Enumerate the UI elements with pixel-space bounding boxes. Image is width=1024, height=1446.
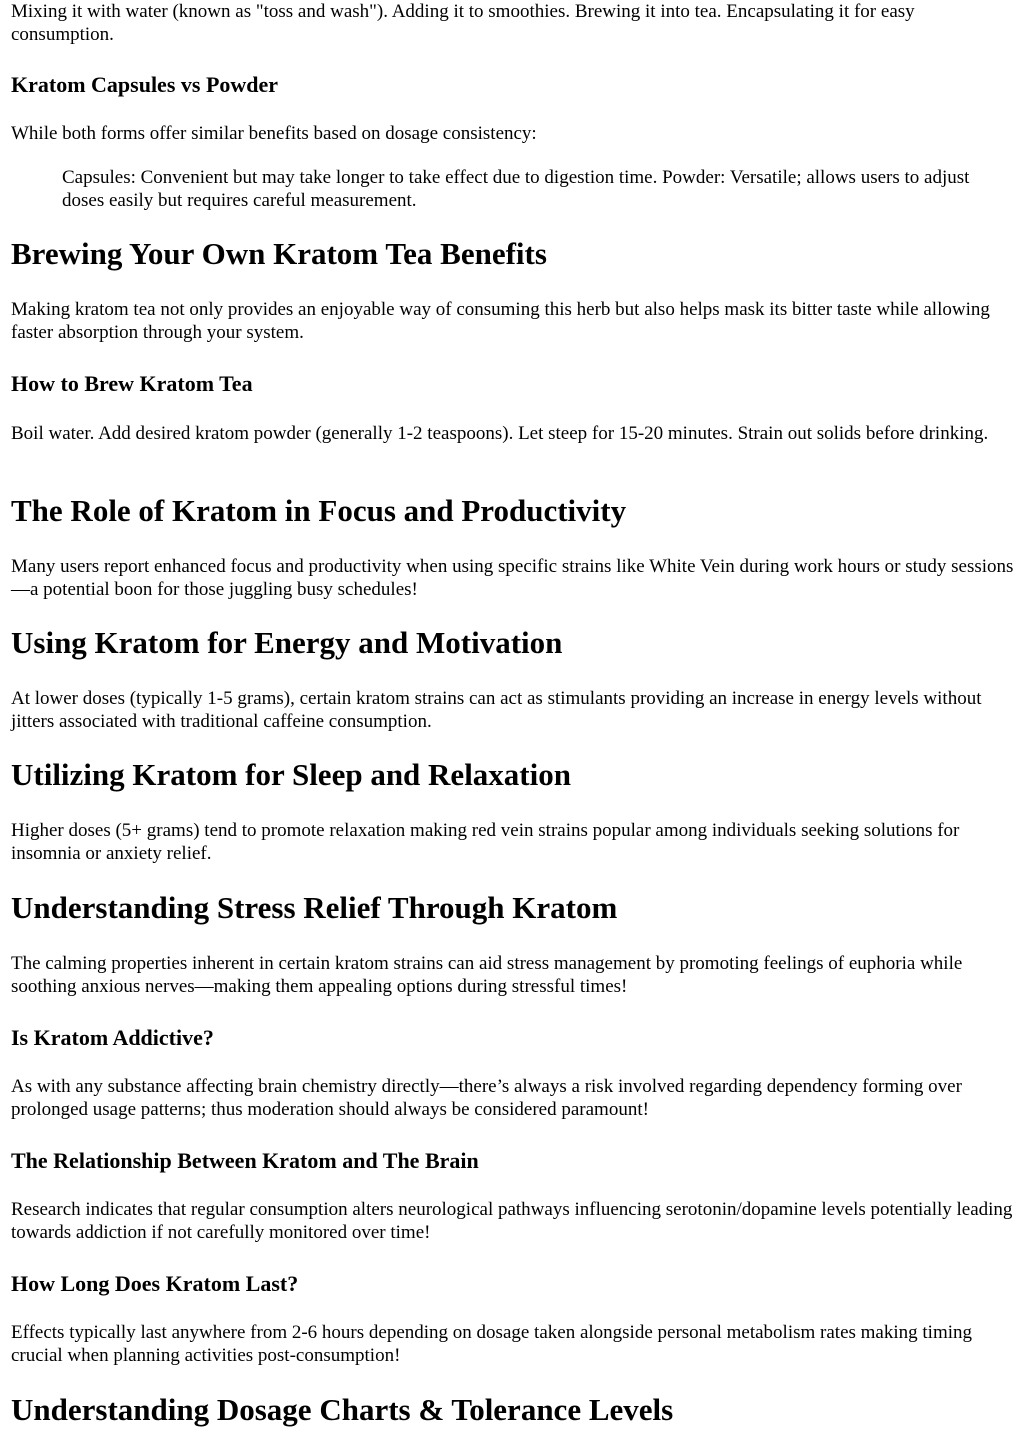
heading-energy-motivation: Using Kratom for Energy and Motivation — [11, 625, 563, 660]
heading-how-to-brew: How to Brew Kratom Tea — [11, 371, 253, 396]
heading-stress-relief: Understanding Stress Relief Through Kratom — [11, 890, 618, 925]
heading-is-addictive: Is Kratom Addictive? — [11, 1025, 214, 1050]
heading-kratom-and-brain: The Relationship Between Kratom and The Brain — [11, 1148, 479, 1173]
paragraph-focus-productivity: Many users report enhanced focus and productivity when using specific strains like White Vein during work hours or study sessions—a potential boon for those juggling busy schedules! — [11, 556, 1014, 600]
paragraph-kratom-and-brain: Research indicates that regular consumption alters neurological pathways influencing serotonin/dopamine levels potentially leading towards addiction if not carefully monitored over time! — [11, 1199, 1013, 1243]
paragraph-stress-relief: The calming properties inherent in certain kratom strains can aid stress management by promoting feelings of euphoria while soothing anxious nerves—making them appealing options during stressful times! — [11, 953, 963, 997]
paragraph-how-to-brew: Boil water. Add desired kratom powder (generally 1-2 teaspoons). Let steep for 15-20 minutes. Strain out solids before drinking. — [11, 423, 989, 444]
heading-dosage-charts: Understanding Dosage Charts & Tolerance Levels — [11, 1392, 674, 1427]
paragraph-energy-motivation: At lower doses (typically 1-5 grams), certain kratom strains can act as stimulants providing an increase in energy levels without jitters associated with traditional caffeine consumption. — [11, 688, 982, 732]
heading-sleep-relaxation: Utilizing Kratom for Sleep and Relaxation — [11, 757, 571, 792]
heading-capsules-vs-powder: Kratom Capsules vs Powder — [11, 72, 279, 97]
heading-brewing-tea-benefits: Brewing Your Own Kratom Tea Benefits — [11, 236, 547, 271]
quote-capsules-powder: Capsules: Convenient but may take longer to take effect due to digestion time. Powder: Versatile; allows users to adjust doses easily but requires careful measurement. — [62, 167, 970, 211]
paragraph-sleep-relaxation: Higher doses (5+ grams) tend to promote relaxation making red vein strains popular among individuals seeking solutions for insomnia or anxiety relief. — [11, 820, 960, 864]
paragraph-is-addictive: As with any substance affecting brain chemistry directly—there’s always a risk involved regarding dependency forming over prolonged usage patterns; thus moderation should always be considered paramount! — [11, 1076, 962, 1120]
intro-paragraph: Mixing it with water (known as "toss and wash"). Adding it to smoothies. Brewing it into tea. Encapsulating it for easy consumption. — [11, 1, 915, 45]
heading-how-long-lasts: How Long Does Kratom Last? — [11, 1271, 299, 1296]
paragraph-how-long-lasts: Effects typically last anywhere from 2-6 hours depending on dosage taken alongside personal metabolism rates making timing crucial when planning activities post-consumption! — [11, 1322, 973, 1366]
paragraph-capsules-vs-powder: While both forms offer similar benefits based on dosage consistency: — [11, 123, 537, 144]
paragraph-brewing-tea-benefits: Making kratom tea not only provides an enjoyable way of consuming this herb but also helps mask its bitter taste while allowing faster absorption through your system. — [11, 299, 990, 343]
heading-focus-productivity: The Role of Kratom in Focus and Productivity — [11, 493, 627, 528]
